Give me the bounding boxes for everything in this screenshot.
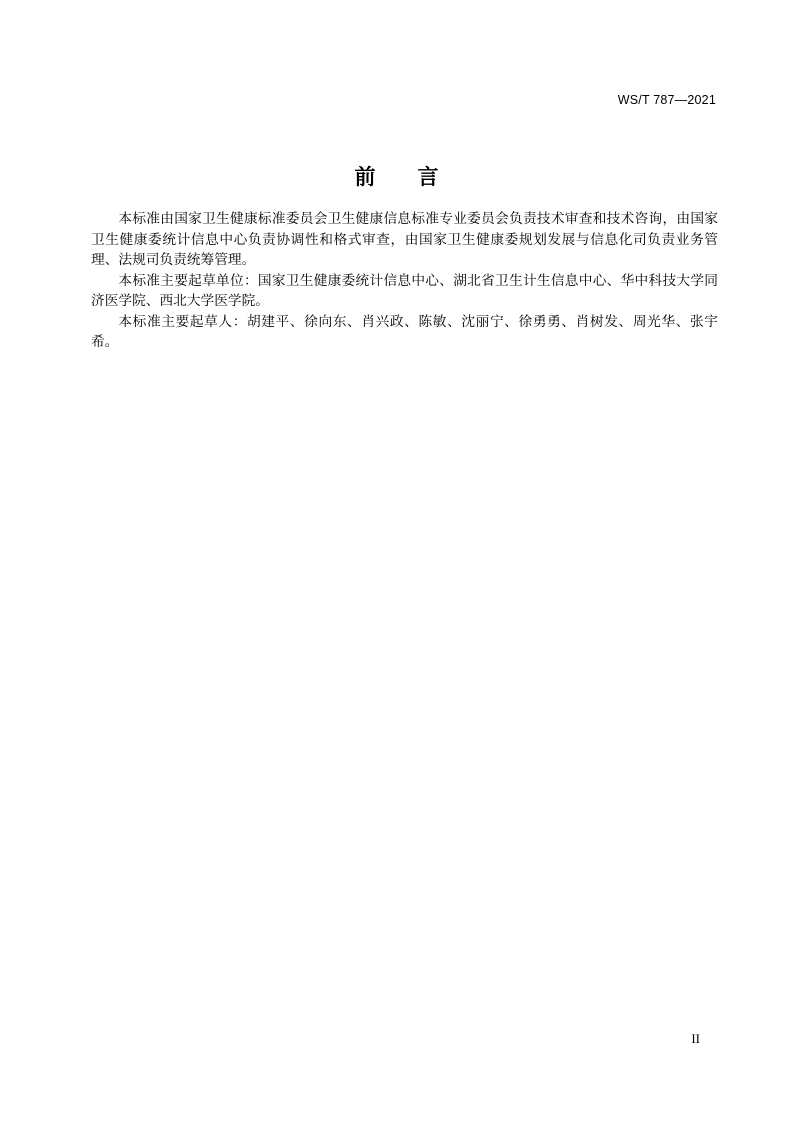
paragraph-review: 本标准由国家卫生健康标准委员会卫生健康信息标准专业委员会负责技术审查和技术咨询，由国家卫生健康委统计信息中心负责协调性和格式审查，由国家卫生健康委规划发展与信息化司负责业务管理、法规司负责统筹管理。 — [91, 211, 718, 268]
page-number: II — [691, 1031, 700, 1046]
preface-body — [91, 209, 718, 353]
paragraph-drafters: 本标准主要起草人：胡建平、徐向东、肖兴政、陈敏、沈丽宁、徐勇勇、肖树发、周光华、张宇希。 — [91, 313, 718, 350]
standard-code: WS/T 787—2021 — [617, 93, 716, 107]
page-title — [0, 161, 793, 191]
title-char-1: 前 — [354, 165, 376, 189]
title-char-2: 言 — [417, 165, 439, 189]
paragraph-drafting-units: 本标准主要起草单位：国家卫生健康委统计信息中心、湖北省卫生计生信息中心、华中科技大学同济医学院、西北大学医学院。 — [91, 272, 718, 309]
